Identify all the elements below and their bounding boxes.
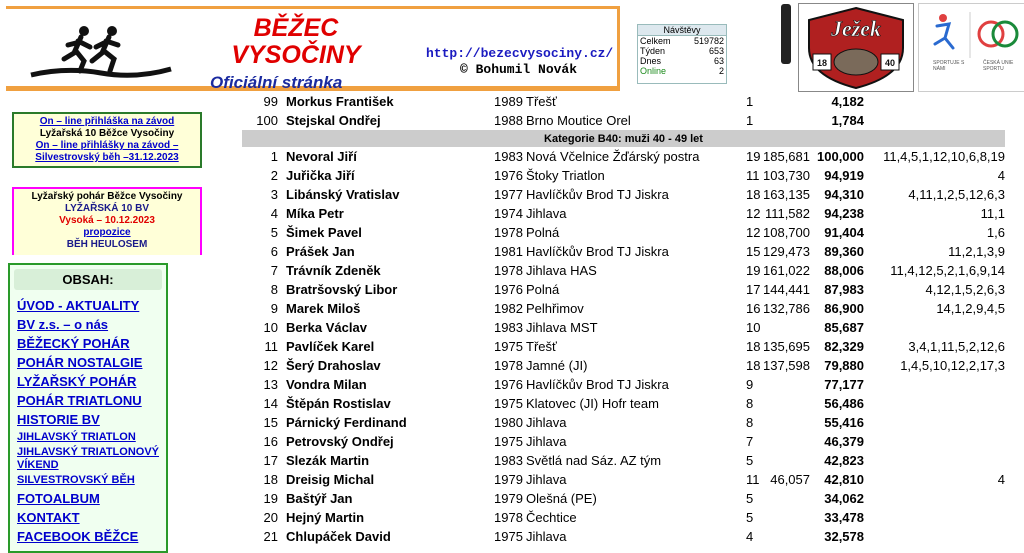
result-year: 1979	[494, 472, 523, 487]
result-points	[760, 489, 810, 508]
result-year: 1976	[494, 282, 523, 297]
result-club: Jihlava MST	[526, 320, 598, 335]
result-detail: 11,4,5,1,12,10,6,8,19	[883, 149, 1005, 164]
result-count: 16	[746, 301, 760, 316]
result-detail	[864, 375, 1005, 394]
table-row	[242, 318, 1005, 337]
result-points: 135,695	[763, 339, 810, 354]
result-rank: 17	[263, 453, 278, 468]
result-points	[760, 413, 810, 432]
result-club: Třešť	[526, 339, 557, 354]
menu-item-bezecky-pohar[interactable]: BĚŽECKÝ POHÁR	[17, 336, 130, 351]
result-points: 161,022	[763, 263, 810, 278]
site-url-link[interactable]: http://bezecvysociny.cz/	[426, 46, 614, 61]
result-club: Jihlava	[526, 529, 567, 544]
result-year: 1978	[494, 225, 523, 240]
menu-item-kontakt[interactable]: KONTAKT	[17, 510, 80, 525]
result-rank: 12	[263, 358, 278, 373]
result-club: Jihlava	[526, 415, 567, 430]
result-club: Jamné (JI)	[526, 358, 588, 373]
result-name: Dreisig Michal	[286, 472, 375, 487]
result-points	[760, 92, 810, 111]
result-year: 1977	[494, 187, 523, 202]
result-total: 94,238	[824, 206, 864, 221]
menu-item-jihlavsky-triatlon[interactable]: JIHLAVSKÝ TRIATLON	[17, 431, 136, 443]
site-header	[6, 6, 620, 91]
result-detail	[864, 394, 1005, 413]
result-name: Párnický Ferdinand	[286, 415, 407, 430]
result-club: Havlíčkův Brod TJ Jiskra	[526, 244, 669, 259]
result-detail	[864, 111, 1005, 130]
result-year: 1975	[494, 529, 523, 544]
sport-caption-left: SPORTUJE S NÁMI	[933, 60, 965, 72]
result-count: 4	[746, 529, 754, 544]
result-total: 77,177	[824, 377, 864, 392]
result-rank: 14	[263, 396, 278, 411]
result-total: 42,810	[824, 472, 864, 487]
result-rank: 21	[263, 529, 278, 544]
result-name: Nevoral Jiří	[286, 149, 357, 164]
result-year: 1983	[494, 149, 523, 164]
result-total: 42,823	[824, 453, 864, 468]
result-year: 1979	[494, 491, 523, 506]
site-title-line1: BĚŽEC	[253, 14, 339, 42]
result-name: Marek Miloš	[286, 301, 361, 316]
result-rank: 11	[264, 339, 278, 354]
result-name: Slezák Martin	[286, 453, 370, 468]
table-row	[242, 185, 1005, 204]
result-detail: 11,4,12,5,2,1,6,9,14	[890, 263, 1005, 278]
visits-row-week: Týden 653	[640, 46, 724, 56]
registration-link[interactable]: On – line přihláška na závod	[39, 116, 175, 127]
result-total: 34,062	[824, 491, 864, 506]
result-year: 1989	[494, 94, 523, 109]
result-club: Havlíčkův Brod TJ Jiskra	[526, 187, 669, 202]
result-count: 18	[746, 339, 760, 354]
results-table	[242, 92, 1005, 546]
table-row	[242, 337, 1005, 356]
menu-title: OBSAH:	[14, 269, 162, 290]
result-rank: 6	[270, 244, 278, 259]
result-club: Klatovec (JI) Hofr team	[526, 396, 659, 411]
result-name: Vondra Milan	[286, 377, 367, 392]
result-count: 5	[746, 491, 754, 506]
site-title	[216, 15, 376, 69]
result-detail: 4	[997, 472, 1005, 487]
result-rank: 13	[263, 377, 278, 392]
table-row	[242, 375, 1005, 394]
sport-union-logo[interactable]	[918, 3, 1024, 92]
result-points	[760, 527, 810, 546]
result-total: 100,000	[817, 149, 864, 164]
category-header-row	[242, 130, 1005, 147]
result-rank: 99	[263, 94, 278, 109]
result-name: Šimek Pavel	[286, 225, 362, 240]
result-name: Chlupáček David	[286, 529, 391, 544]
jezek-name: Ježek	[830, 16, 882, 41]
result-total: 87,983	[824, 282, 864, 297]
result-count: 11	[746, 168, 760, 183]
result-name: Baštýř Jan	[286, 491, 353, 506]
result-rank: 9	[270, 301, 278, 316]
table-row	[242, 204, 1005, 223]
menu-item-bv-zs[interactable]: BV z.s. – o nás	[17, 317, 109, 332]
result-count: 5	[746, 453, 754, 468]
result-club: Polná	[526, 282, 560, 297]
result-count: 19	[746, 263, 760, 278]
sport-logo-icon	[919, 4, 1023, 64]
result-total: 89,360	[824, 244, 864, 259]
result-points: 137,598	[763, 358, 810, 373]
result-year: 1974	[494, 206, 523, 221]
table-row	[242, 489, 1005, 508]
menu-item-triatlonovy-vikend[interactable]: JIHLAVSKÝ TRIATLONOVÝ VÍKEND	[17, 446, 159, 471]
heulosem-text: BĚH HEULOSEM	[66, 239, 148, 250]
result-total: 85,687	[824, 320, 864, 335]
result-points	[760, 375, 810, 394]
sport-caption-right: ČESKÁ UNIE SPORTU	[983, 60, 1014, 72]
result-rank: 10	[263, 320, 278, 335]
result-year: 1988	[494, 113, 523, 128]
result-count: 8	[746, 396, 754, 411]
result-points: 132,786	[763, 301, 810, 316]
result-total: 46,379	[824, 434, 864, 449]
result-detail	[864, 92, 1005, 111]
author-text: © Bohumil Novák	[460, 62, 578, 77]
result-count: 19	[746, 149, 760, 164]
result-count: 1	[746, 94, 754, 109]
menu-item-uvod[interactable]: ÚVOD - AKTUALITY	[17, 298, 140, 313]
result-name: Petrovský Ondřej	[286, 434, 394, 449]
result-points: 46,057	[770, 472, 810, 487]
result-detail	[864, 508, 1005, 527]
result-rank: 18	[263, 472, 278, 487]
table-row	[242, 242, 1005, 261]
result-club: Pelhřimov	[526, 301, 584, 316]
result-name: Stejskal Ondřej	[286, 113, 381, 128]
result-detail: 11,2,1,3,9	[948, 244, 1005, 259]
result-detail: 14,1,2,9,4,5	[936, 301, 1005, 316]
table-row	[242, 413, 1005, 432]
online-registration-box	[12, 112, 202, 168]
visits-row-total: Celkem 519782	[640, 36, 724, 46]
result-total: 86,900	[824, 301, 864, 316]
result-rank: 7	[270, 263, 278, 278]
result-points: 144,441	[763, 282, 810, 297]
result-year: 1982	[494, 301, 523, 316]
result-points	[760, 451, 810, 470]
ski-race-date: Vysoká – 10.12.2023	[59, 215, 155, 226]
result-total: 33,478	[824, 510, 864, 525]
result-rank: 3	[270, 187, 278, 202]
table-row	[242, 356, 1005, 375]
result-name: Libánský Vratislav	[286, 187, 400, 202]
result-count: 15	[746, 244, 760, 259]
result-name: Berka Václav	[286, 320, 367, 335]
menu-item-pohar-triatlonu[interactable]: POHÁR TRIATLONU	[17, 393, 142, 408]
table-row	[242, 394, 1005, 413]
result-detail: 4	[997, 168, 1005, 183]
result-name: Míka Petr	[286, 206, 344, 221]
table-row	[242, 470, 1005, 489]
result-rank: 100	[256, 113, 278, 128]
result-count: 18	[746, 358, 760, 373]
result-club: Jihlava HAS	[526, 263, 597, 278]
result-points	[760, 318, 810, 337]
table-row	[242, 166, 1005, 185]
table-row	[242, 432, 1005, 451]
result-points: 111,582	[764, 206, 810, 221]
result-year: 1975	[494, 396, 523, 411]
race-name-text: Lyžařská 10 Běžce Vysočiny	[39, 128, 175, 139]
result-club: Havlíčkův Brod TJ Jiskra	[526, 377, 669, 392]
result-detail: 11,1	[980, 206, 1005, 221]
visits-row-online: Online 2	[640, 66, 724, 76]
results-body	[242, 92, 1005, 546]
table-row	[242, 261, 1005, 280]
result-detail	[864, 489, 1005, 508]
result-total: 82,329	[824, 339, 864, 354]
result-rank: 2	[270, 168, 278, 183]
result-club: Polná	[526, 225, 560, 240]
result-club: Olešná (PE)	[526, 491, 597, 506]
result-name: Morkus František	[286, 94, 394, 109]
result-rank: 15	[263, 415, 278, 430]
result-year: 1978	[494, 263, 523, 278]
result-name: Juřička Jiří	[286, 168, 355, 183]
result-year: 1980	[494, 415, 523, 430]
result-points	[760, 432, 810, 451]
banner-scrollbar[interactable]	[781, 4, 791, 64]
result-total: 4,182	[831, 94, 864, 109]
result-total: 32,578	[824, 529, 864, 544]
result-detail: 1,4,5,10,12,2,17,3	[900, 358, 1005, 373]
menu-item-facebook[interactable]: FACEBOOK BĚŽCE	[17, 529, 139, 544]
result-rank: 4	[270, 206, 278, 221]
table-row	[242, 299, 1005, 318]
result-rank: 19	[263, 491, 278, 506]
table-row	[242, 508, 1005, 527]
table-row	[242, 92, 1005, 111]
result-points	[760, 394, 810, 413]
site-title-line2: VYSOČINY	[231, 41, 361, 69]
result-club: Brno Moutice Orel	[526, 113, 631, 128]
content-menu	[8, 263, 168, 553]
result-club: Jihlava	[526, 206, 567, 221]
result-year: 1976	[494, 377, 523, 392]
registrations-link[interactable]: On – line přihlášky na závod –	[35, 140, 179, 151]
menu-item-fotoalbum[interactable]: FOTOALBUM	[17, 491, 100, 506]
result-rank: 1	[270, 149, 278, 164]
result-count: 12	[746, 225, 760, 240]
result-points: 129,473	[763, 244, 810, 259]
result-total: 88,006	[824, 263, 864, 278]
runners-logo-icon	[26, 23, 176, 83]
result-total: 94,310	[824, 187, 864, 202]
result-count: 12	[746, 206, 760, 221]
result-total: 56,486	[824, 396, 864, 411]
visits-row-today: Dnes 63	[640, 56, 724, 66]
result-count: 1	[746, 113, 754, 128]
result-club: Štoky Triatlon	[526, 168, 605, 183]
result-detail: 4,12,1,5,2,6,3	[925, 282, 1005, 297]
propozice-link[interactable]: propozice	[83, 227, 131, 238]
result-total: 55,416	[824, 415, 864, 430]
result-detail	[864, 318, 1005, 337]
result-count: 7	[746, 434, 754, 449]
result-club: Čechtice	[526, 510, 577, 525]
jezek-num-right: 40	[884, 58, 896, 68]
result-count: 10	[746, 320, 760, 335]
result-rank: 8	[270, 282, 278, 297]
table-row	[242, 111, 1005, 130]
visits-title: Návštěvy	[638, 25, 726, 36]
result-rank: 5	[270, 225, 278, 240]
jezek-logo-icon	[799, 4, 913, 91]
result-year: 1975	[494, 339, 523, 354]
result-count: 18	[746, 187, 760, 202]
site-subtitle: Oficiální stránka	[210, 73, 343, 92]
result-count: 17	[746, 282, 760, 297]
result-points: 103,730	[763, 168, 810, 183]
result-total: 94,919	[824, 168, 864, 183]
silvestr-link[interactable]: Silvestrovský běh –31.12.2023	[35, 152, 179, 163]
menu-item-silvestrovsky-beh[interactable]: SILVESTROVSKÝ BĚH	[17, 474, 135, 486]
table-row	[242, 147, 1005, 166]
ski-cup-box	[12, 187, 202, 255]
table-row	[242, 527, 1005, 546]
result-year: 1975	[494, 434, 523, 449]
result-detail: 1,6	[986, 225, 1005, 240]
result-name: Hejný Martin	[286, 510, 365, 525]
result-count: 11	[746, 472, 760, 487]
result-points	[760, 508, 810, 527]
result-detail	[864, 451, 1005, 470]
result-detail	[864, 432, 1005, 451]
result-points: 163,135	[763, 187, 810, 202]
result-name: Trávník Zdeněk	[286, 263, 381, 278]
result-club: Jihlava	[526, 472, 567, 487]
result-club: Jihlava	[526, 434, 567, 449]
result-name: Prášek Jan	[286, 244, 355, 259]
result-count: 5	[746, 510, 754, 525]
result-year: 1981	[494, 244, 523, 259]
result-name: Šerý Drahoslav	[286, 358, 381, 373]
table-row	[242, 451, 1005, 470]
visits-counter[interactable]	[637, 24, 727, 84]
result-detail: 4,11,1,2,5,12,6,3	[908, 187, 1005, 202]
result-points	[760, 111, 810, 130]
result-count: 9	[746, 377, 754, 392]
result-club: Světlá nad Sáz. AZ tým	[526, 453, 662, 468]
ski-race-name: LYŽAŘSKÁ 10 BV	[64, 203, 150, 214]
result-total: 91,404	[824, 225, 864, 240]
jezek-num-left: 18	[816, 58, 828, 68]
result-points: 185,681	[763, 149, 810, 164]
result-year: 1976	[494, 168, 523, 183]
result-year: 1983	[494, 320, 523, 335]
table-row	[242, 223, 1005, 242]
result-name: Štěpán Rostislav	[286, 396, 391, 411]
table-row	[242, 280, 1005, 299]
menu-item-pohar-nostalgie[interactable]: POHÁR NOSTALGIE	[17, 355, 143, 370]
result-name: Pavlíček Karel	[286, 339, 375, 354]
result-detail	[864, 413, 1005, 432]
result-detail: 3,4,1,11,5,2,12,6	[908, 339, 1005, 354]
menu-item-historie[interactable]: HISTORIE BV	[17, 412, 100, 427]
ski-cup-title: Lyžařský pohár Běžce Vysočiny	[31, 191, 183, 202]
result-name: Bratršovský Libor	[286, 282, 398, 297]
menu-item-lyzarsky-pohar[interactable]: LYŽAŘSKÝ POHÁR	[17, 374, 137, 389]
result-total: 79,880	[824, 358, 864, 373]
result-points: 108,700	[763, 225, 810, 240]
jezek-sponsor-logo[interactable]	[798, 3, 914, 92]
result-club: Nová Včelnice Žďárský postra	[526, 149, 700, 164]
result-rank: 20	[263, 510, 278, 525]
result-year: 1978	[494, 510, 523, 525]
category-title: Kategorie B40: muži 40 - 49 let	[242, 130, 1005, 147]
result-rank: 16	[263, 434, 278, 449]
result-detail	[864, 527, 1005, 546]
result-year: 1983	[494, 453, 523, 468]
result-year: 1978	[494, 358, 523, 373]
result-count: 8	[746, 415, 754, 430]
result-club: Třešť	[526, 94, 557, 109]
result-total: 1,784	[831, 113, 864, 128]
